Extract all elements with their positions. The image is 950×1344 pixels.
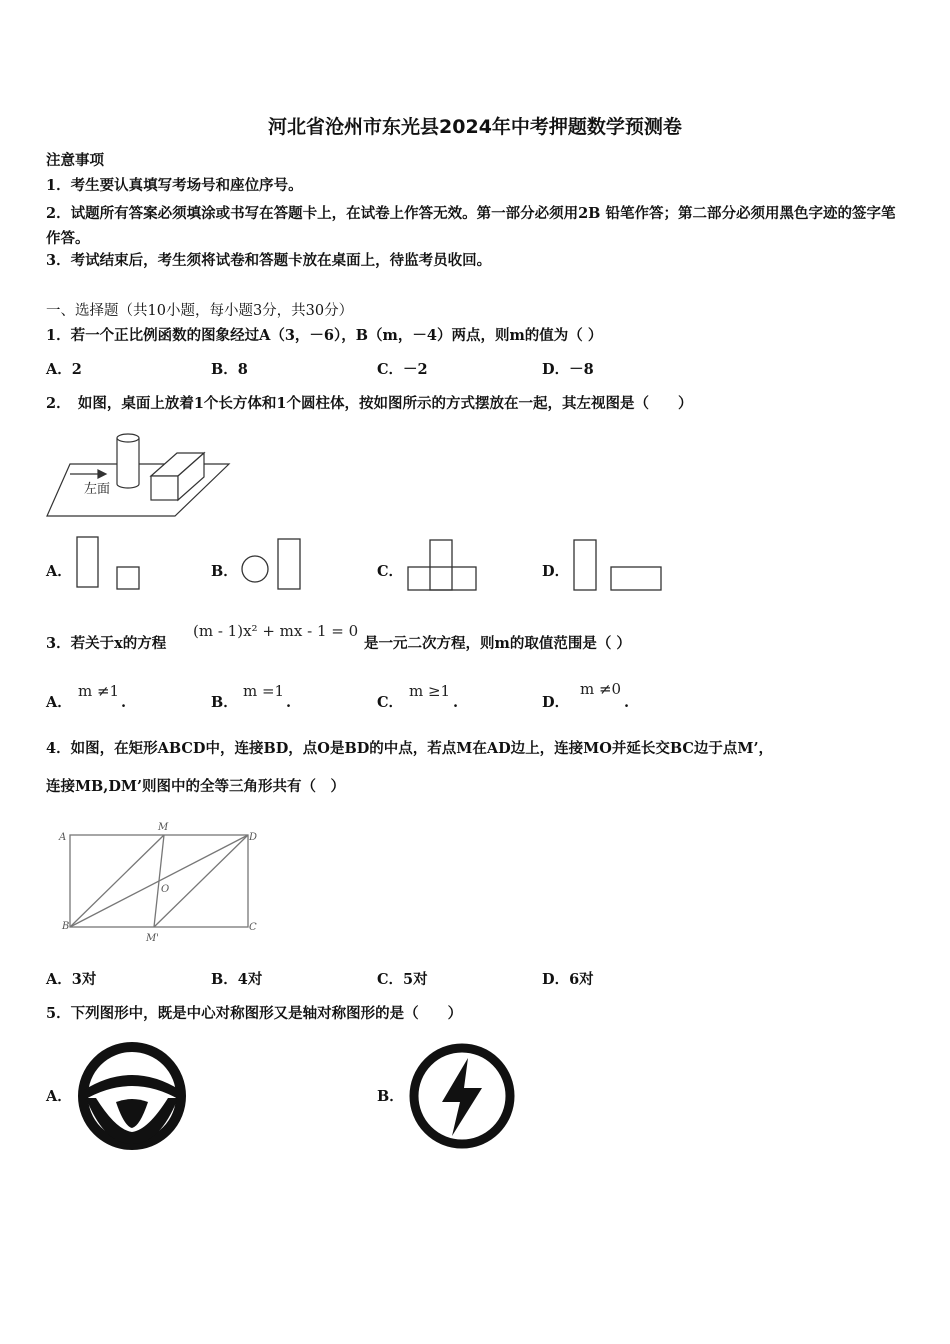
lightning-bolt-icon[interactable] <box>406 1040 518 1152</box>
q3-option-a-dot: . <box>121 694 127 711</box>
q3-equation: (m - 1)x² + mx - 1 = 0 <box>193 622 359 640</box>
q3-option-a-math[interactable]: m ≠1 <box>78 682 120 700</box>
q3-option-d-label[interactable]: D． <box>542 694 570 711</box>
q4-option-b[interactable]: B．4对 <box>211 971 263 988</box>
q4-option-d[interactable]: D．6对 <box>542 971 594 988</box>
q2-option-b-figure[interactable] <box>240 537 304 591</box>
q3-option-b-dot: . <box>286 694 292 711</box>
q4-text-line2: 连接MB,DM’则图中的全等三角形共有（ ） <box>46 778 346 795</box>
q2-option-c-figure[interactable] <box>406 538 478 592</box>
point-d-label: D <box>249 832 258 843</box>
q1-option-c[interactable]: C．－2 <box>377 361 428 378</box>
q1-option-d[interactable]: D．－8 <box>542 361 594 378</box>
q4-option-a[interactable]: A．3对 <box>46 971 97 988</box>
notice-item-1: 1．考生要认真填写考场号和座位序号。 <box>46 177 303 194</box>
page-title: 河北省沧州市东光县2024年中考押题数学预测卷 <box>268 116 682 138</box>
view-arrow <box>70 470 106 478</box>
point-o-label: O <box>161 884 170 895</box>
q4-option-c[interactable]: C．5对 <box>377 971 428 988</box>
q4-figure <box>58 820 268 944</box>
q2-figure <box>40 428 240 520</box>
q3-option-d-math[interactable]: m ≠0 <box>580 680 622 698</box>
steering-logo-icon[interactable] <box>76 1040 188 1152</box>
q3-option-c-math[interactable]: m ≥1 <box>409 682 451 700</box>
q3-option-c-dot: . <box>453 694 459 711</box>
notice-heading: 注意事项 <box>46 152 104 169</box>
q3-text-after: 是一元二次方程，则m的取值范围是（ ） <box>364 635 631 652</box>
q1-text: 1．若一个正比例函数的图象经过A（3，－6），B（m，－4）两点，则m的值为（ ） <box>46 327 603 344</box>
q1-option-a[interactable]: A．2 <box>46 361 82 378</box>
point-b-label: B <box>62 921 70 932</box>
q3-option-a-label[interactable]: A． <box>46 694 72 711</box>
notice-item-3: 3．考试结束后，考生须将试卷和答题卡放在桌面上，待监考员收回。 <box>46 252 492 269</box>
q5-option-b-label[interactable]: B． <box>377 1088 404 1105</box>
cylinder <box>117 434 139 488</box>
q2-option-d-figure[interactable] <box>572 538 664 592</box>
q5-option-a-label[interactable]: A． <box>46 1088 72 1105</box>
figure-label-left: 左面 <box>84 482 111 497</box>
segment-mm <box>154 835 164 927</box>
segment-mb <box>70 835 164 927</box>
q2-option-a-figure[interactable] <box>76 536 142 592</box>
segment-dm <box>154 835 248 927</box>
q2-option-c-label[interactable]: C． <box>377 563 404 580</box>
q3-text-before: 3．若关于x的方程 <box>46 635 167 652</box>
point-m-prime-label: M' <box>146 933 159 944</box>
q4-text-line1: 4．如图，在矩形ABCD中，连接BD，点O是BD的中点，若点M在AD边上，连接MO并延长交BC边于点M’， <box>46 740 773 757</box>
q2-text: 2． 如图，桌面上放着1个长方体和1个圆柱体，按如图所示的方式摆放在一起，其左视图是（ ） <box>46 395 693 412</box>
q2-option-b-label[interactable]: B． <box>211 563 238 580</box>
q2-option-d-label[interactable]: D． <box>542 563 570 580</box>
q3-option-c-label[interactable]: C． <box>377 694 404 711</box>
q2-option-a-label[interactable]: A． <box>46 563 72 580</box>
q1-option-b[interactable]: B．8 <box>211 361 248 378</box>
point-m-label: M <box>158 822 169 833</box>
point-c-label: C <box>249 922 257 933</box>
cuboid <box>151 453 204 500</box>
q3-option-b-label[interactable]: B． <box>211 694 238 711</box>
point-a-label: A <box>59 832 67 843</box>
q5-text: 5．下列图形中，既是中心对称图形又是轴对称图形的是（ ） <box>46 1005 463 1022</box>
section-heading: 一、选择题（共10小题，每小题3分，共30分） <box>46 303 354 319</box>
q3-option-b-math[interactable]: m =1 <box>243 682 285 700</box>
notice-item-2: 2．试题所有答案必须填涂或书写在答题卡上，在试卷上作答无效。第一部分必须用2B 铅笔作答；第二部分必须用黑色字迹的签字笔作答。 <box>46 205 896 247</box>
q3-option-d-dot: . <box>624 694 630 711</box>
